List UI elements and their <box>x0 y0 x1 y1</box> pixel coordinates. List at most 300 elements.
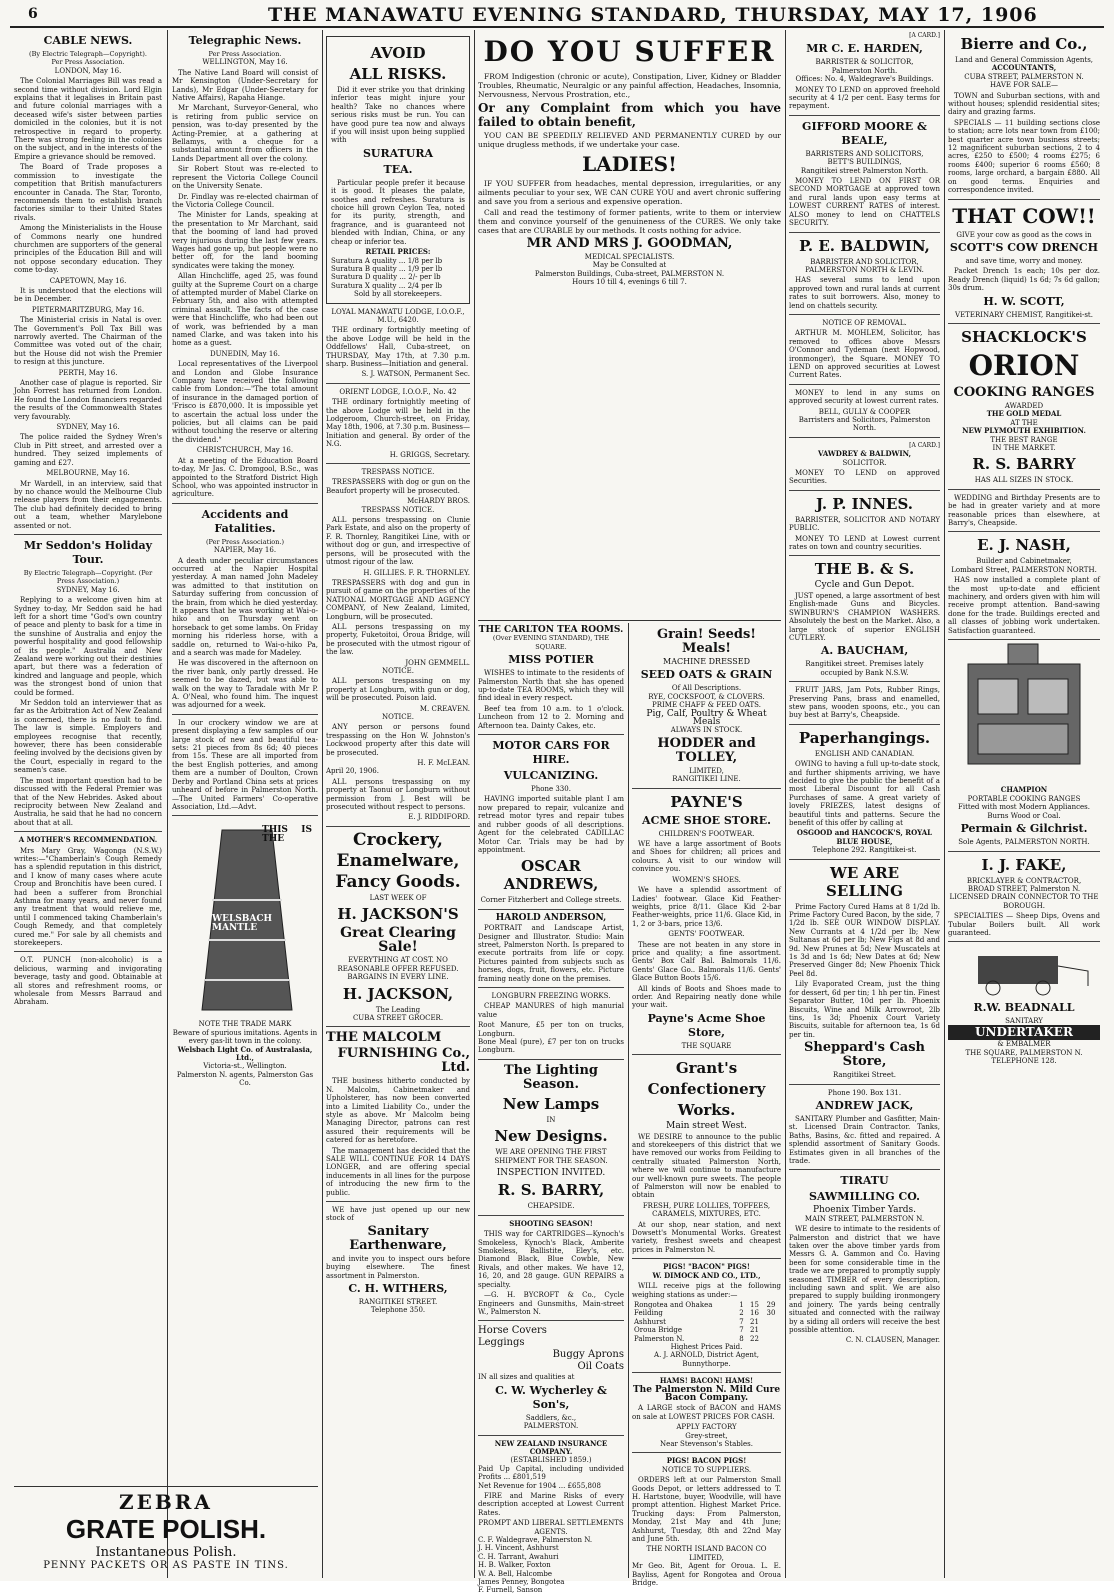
ad-text: PROMPT AND LIBERAL SETTLEMENTS <box>478 1519 624 1528</box>
wycherley-name: C. W. Wycherley & Son's, <box>495 1383 607 1411</box>
divider <box>632 1054 781 1055</box>
masthead-title: THE MANAWATU EVENING STANDARD, THURSDAY, MAY 17, 1906 <box>268 4 1038 26</box>
mantle-label: WELSBACH MANTLE <box>212 914 273 933</box>
dateline: CAPETOWN, May 16. <box>49 276 127 285</box>
ad-text: Beware of spurious imitations. Agents in every gas-lit town in the colony. <box>172 1028 318 1046</box>
dateline: LONDON, May 16. <box>54 66 122 75</box>
ad-text: WISHES to intimate to the residents of Palmerston North that she has opened up-to-date TEA ROOMS, which they will find ideal in every respect. <box>478 669 624 703</box>
station-cell: Ashhurst <box>634 1317 666 1326</box>
grants-heading: Works. <box>677 1101 736 1120</box>
fake-name: I. J. FAKE, <box>981 855 1067 874</box>
ad-text: Grey-street, <box>685 1431 728 1440</box>
divider <box>478 987 624 988</box>
byline: Per Press Association. <box>51 58 125 67</box>
signature: M. CREAVEN. <box>419 704 470 713</box>
suratura-name: TEA. <box>383 162 413 176</box>
agent-line: J. H. Vincent, Ashhurst <box>478 1544 559 1553</box>
article-paragraph: The most important question had to be discussed with the Federal Premier was that of the New Hebrides. Asked about reciprocity between New Zealand and Australia, he said that he had no concern about that at all. <box>14 776 162 827</box>
hodder-name: HODDER and TOLLEY, <box>657 735 756 765</box>
column-rule <box>944 30 945 1578</box>
notice-text: ALL persons trespassing on my property, Fuketoitoi, Oroua Bridge, will be prosecuted with the utmost rigour of the law. <box>326 622 470 657</box>
ad-text: CUBA STREET, PALMERSTON N. <box>964 72 1084 81</box>
ad-text: SANITARY <box>1005 1016 1043 1025</box>
divider <box>948 851 1100 852</box>
notice-text: THE ordinary fortnightly meeting of the above Lodge will be held in the Lodgeroom, Church-street, on Friday, May 18th, 1906, at 7.30 p.m. Business—Initiation and general. By order of the N.G. <box>326 398 470 449</box>
carlton-heading: THE CARLTON TEA ROOMS. <box>478 625 624 635</box>
ad-text: FRUIT JARS, Jam Pots, Rubber Rings, Preserving Pans, brass and enamelled, stew pans, wooden spoons, etc., you can buy best at Barry's, Cheapside. <box>789 686 940 720</box>
agent-line: F. Furnell, Sanson <box>478 1586 543 1595</box>
station-cell: Palmerston N. <box>634 1334 685 1343</box>
article-paragraph: A death under peculiar circumstances occurred at the Napier Hospital yesterday. A man named John Madeley was admitted to that institution on Saturday suffering from concussion of the brain, from which he died yesterday. It appears that he was working at Wai-o-hiko and on Thursday went on horseback to get some lambs. On Friday morning his riderless horse, with a saddle on, returned to Wai-o-hiko Pa, and a search was made for Madeley. <box>172 556 318 657</box>
ad-text: Paid Up Capital, including undivided Profits ... £801,519 <box>478 1464 624 1482</box>
divider <box>632 1372 781 1373</box>
ad-text: Sold by all storekeepers. <box>354 290 442 299</box>
malcolm-heading: FURNISHING Co., Ltd. <box>337 1046 470 1076</box>
article-paragraph: At a meeting of the Education Board to-day, Mr Jas. C. Dromgool, B.Sc., was appointed to the Stratford District High School, who was appointed instructor in agriculture. <box>172 456 318 499</box>
signature: E. J. RIDDIFORD. <box>408 813 470 822</box>
withers-name: C. H. WITHERS, <box>348 1282 448 1296</box>
ad-text: WEDDING and Birthday Presents are to be had in greater variety and at more reasonable prices than elsewhere, at Barry's, Cheapside. <box>948 493 1100 527</box>
jackson-name: H. JACKSON'S <box>337 905 459 924</box>
ad-text: Of All Descriptions. <box>671 684 742 693</box>
station-cell: 21 <box>750 1317 759 1326</box>
notice-heading: ORIENT LODGE, I.O.O.F., No. 42 <box>339 387 457 396</box>
ad-text: THIS way for CARTRIDGES—Kynoch's Smokeless, Kynoch's Black, Amberite Smokeless, Ballistite, Eley's, etc. Diamond Black, Blue Cowble, New Rivals, and other makes. We have 12, 16, 20, and 28 gauge. GUN REPAIRS a specialty. <box>478 1230 624 1289</box>
article-paragraph: He was discovered in the afternoon on the river bank, only partly dressed. He seemed to be dazed, but was able to walk on the way to Taradale with Mr P. A. O'Neal, who found him. The inquest was adjourned for a week. <box>172 659 318 710</box>
article-paragraph: Allan Hinchcliffe, aged 25, was found guilty at the Supreme Court on a charge of attempted murder of Mabel Clarke on February 5th, and also with attempted criminal assault. The facts of the case were that Hinchcliffe, who had been out of work, was befriended by a man named Clarke, and was taken into his home as a guest. <box>172 272 318 348</box>
lamps-line: New Designs. <box>494 1127 608 1146</box>
ad-text: Barristers and Solicitors, Palmerston North. <box>798 416 931 433</box>
retail-heading: RETAIL PRICES: <box>365 247 431 257</box>
ad-text: Fitted with most Modern Appliances. <box>958 803 1090 812</box>
horse-line: Oil Coats <box>577 1361 624 1373</box>
ad-text: LICENSED DRAIN CONNECTOR TO THE BOROUGH. <box>949 893 1099 910</box>
column-5 <box>632 626 781 1588</box>
ad-text: (Over EVENING STANDARD), THE SQUARE. <box>492 634 610 651</box>
jackson-heading: Crockery, <box>353 829 443 850</box>
byline: (By Electric Telegraph—Copyright). <box>29 50 147 58</box>
divider <box>326 1026 470 1027</box>
ad-text: Telephone 350. <box>370 1306 426 1315</box>
divider <box>789 232 940 233</box>
goodman-advert <box>478 32 781 617</box>
lamps-line: New Lamps <box>502 1094 600 1113</box>
divider <box>14 951 162 952</box>
paynes-heading: PAYNE'S <box>670 792 743 811</box>
mildcure-name: The Palmerston N. Mild Cure Bacon Company. <box>632 1384 781 1403</box>
divider <box>14 1486 318 1487</box>
article-paragraph: O.T. PUNCH (non-alcoholic) is a delicious, warming and invigorating beverage, tasty and good. Obtainable at all stores and refreshment rooms, or wholesale from Messrs Barraud and Abraham. <box>14 956 162 1007</box>
ad-text: CHEAP MANURES of high manurial value <box>478 1002 624 1019</box>
divider <box>948 323 1100 324</box>
price-line: Suratura A quality ... 1/8 per lb <box>331 256 443 265</box>
signature: C. N. CLAUSEN, Manager. <box>845 1336 940 1345</box>
ad-text: Packet Drench 1s each; 10s per doz. Ready Drench (liquid) 1s 6d; 7s 6d gallon; 30s drum. <box>948 267 1100 293</box>
ad-text: WILL receive pigs at the following weighing stations as under:— <box>632 1282 781 1299</box>
ad-text: GIVE your cow as good as the cows in <box>956 230 1092 239</box>
notice-text: ALL persons trespassing on Clunie Park Estate, and also on the property of F. R. Thornley, Rangitikei Line, with or without dog or gun, and irrespective of persons, will be prosecuted with the utmost rigour of the law. <box>326 516 470 567</box>
ad-text: Near Stevenson's Stables. <box>660 1440 753 1448</box>
ad-text: YOU CAN BE SPEEDILY RELIEVED AND PERMANENTLY CURED by our unique drugless methods, if we undertake your case. <box>478 131 781 149</box>
dateline: WELLINGTON, May 16. <box>202 58 288 67</box>
table-row <box>632 1335 781 1343</box>
ad-text: Phoenix Timber Yards. <box>812 1205 917 1216</box>
article-paragraph: The Colonial Marriages Bill was read a second time without division. Lord Elgin explains that it legalises in Britain past and future colonial marriages with a deceased wife's sister between parties domiciled in the colonies, but it is not retrospective in regard to property. There was strong feeling in the colonies on the subject, and in the interests of the Empire a grievance should be removed. <box>14 77 162 161</box>
dateline: PIETERMARITZBURG, May 16. <box>31 305 145 314</box>
ad-text: A LARGE stock of BACON and HAMS on sale at LOWEST PRICES FOR CASH. <box>632 1404 781 1421</box>
article-paragraph: Mrs Mary Gray, Wagonga (N.S.W.) writes:—"Chamberlain's Cough Remedy has a splendid reputation in this district, and I know of many cases where acute Croup and Bronchitis have been cured. I had been a sufferer from Bronchial Asthma for many years, and never found any treatment that would relieve me, until I commenced taking Chamberlain's Cough Remedy, and that completely cured me." For sale by all chemists and storekeepers. <box>14 846 162 947</box>
ad-text: Rangitikei street. Premises lately occupied by Bank N.S.W. <box>805 660 924 677</box>
bierre-name: Bierre and Co., <box>960 35 1088 53</box>
station-cell: 15 <box>750 1300 759 1309</box>
ad-text: AWARDED <box>1004 401 1044 410</box>
grain-heading: Grain! Seeds! Meals! <box>656 627 757 656</box>
horse-line: Leggings <box>478 1337 525 1349</box>
ad-text: MONEY TO LEND on approved Securities. <box>789 469 940 486</box>
divider <box>948 489 1100 490</box>
divider <box>789 1169 940 1170</box>
ad-text: CHEAPSIDE. <box>527 1202 575 1211</box>
shooting-heading: SHOOTING SEASON! <box>509 1218 593 1228</box>
dateline: PERTH, May 16. <box>58 368 118 377</box>
jack-name: ANDREW JACK, <box>815 1098 914 1112</box>
champion-heading: CHAMPION <box>1000 785 1048 795</box>
dateline: NAPIER, May 16. <box>213 546 277 555</box>
divider <box>172 714 318 715</box>
ad-text: Main street West. <box>666 1121 747 1132</box>
agents-heading: AGENTS. <box>534 1527 568 1536</box>
station-cell: Rongotea and Ohakea <box>634 1300 713 1309</box>
tiratu-name: TIRATU <box>840 1174 889 1188</box>
column-rule <box>628 623 629 1578</box>
ad-text: OWING to having a full up-to-date stock, and further shipments arriving, we have decided to give the public the benefit of a most Liberal Discount for all Cash Purchases of same. A great variety of lovely FRIEZES, latest designs of beautiful tints and patterns. Secure the benefit of this offer by calling at <box>789 760 940 827</box>
ad-text: MONEY TO LEND ON FIRST OR SECOND MORTGAGE at approved town and rural lands upon easy terms at LOWEST CURRENT RATES of interest. ALSO money to lend on CHATTELS SECURITY. <box>789 177 940 228</box>
masthead <box>10 4 1104 28</box>
suratura-advert <box>326 36 470 304</box>
removal-heading: NOTICE OF REMOVAL. <box>822 318 907 327</box>
suratura-name: SURATURA <box>362 146 434 160</box>
divider <box>478 909 624 910</box>
ad-text: Land and General Commission Agents, <box>954 56 1094 64</box>
seedoats-line: SEED OATS & GRAIN <box>640 668 773 682</box>
article-paragraph: The Native Land Board will consist of Mr Kensington (Under-Secretary for Lands), Mr Edgar (Under-Secretary for Native Affairs), Rapaha Hiange. <box>172 68 318 103</box>
ad-text: All kinds of Boots and Shoes made to order. And Repairing neatly done while your wait. <box>632 984 781 1010</box>
ad-text: HAVING imported suitable plant I am now prepared to repair, vulcanize and retread motor tyres and repair tubes and rubber goods of all descriptions. Agent for the celebrated CADILLAC Motor Car. Trials may be had by appointment. <box>478 795 624 854</box>
notice-date: April 20, 1906. <box>326 767 379 776</box>
ad-text: Beef tea from 10 a.m. to 1 o'clock. Luncheon from 12 to 2. Morning and Afternoon tea. Dainty Cakes, etc. <box>478 704 624 730</box>
ad-text: BARRISTER, SOLICITOR AND NOTARY PUBLIC. <box>789 515 940 533</box>
ad-text: SOLICITOR. <box>842 458 887 467</box>
article-paragraph: Dr. Findlay was re-elected chairman of the Victoria College Council. <box>172 192 318 209</box>
clearing-sale: Great Clearing Sale! <box>340 925 456 956</box>
agent-line: H. B. Walker, Foxton <box>478 1561 551 1570</box>
ad-text: EVERYTHING AT COST. NO REASONABLE OFFER REFUSED. <box>337 956 459 973</box>
notice-text: ALL persons trespassing on my property at Taonui or Longburn without permission from J. Best will be prosecuted without respect to persons. <box>326 777 470 812</box>
barry-name: R. S. BARRY <box>972 455 1076 474</box>
complaint-line: Or any Complaint from which you have failed to obtain benefit, <box>478 101 781 129</box>
ad-text: JUST opened, a large assortment of best English-made Guns and Bicycles. SWINBURN'S CHAMPION WASHERS. Absolutely the best on the Market. Also, a large stock of superior ENGLISH CUTLERY. <box>789 591 940 642</box>
divider <box>326 826 470 827</box>
lighting-heading: The Lighting Season. <box>503 1062 599 1092</box>
ad-text: Prime Factory Cured Hams at 8 1/2d lb. Prime Factory Cured Bacon, by the side, 7 1/2d lb. SEE OUR WINDOW DISPLAY. New Currants at 4 1/2d per lb; New Sultanas at 6d per lb; New Figs at 8d and 9d. New Prunes at 5d; New Muscatels at 1s 3d and 1s 6d; New Dates at 6d; New Preserved Ginger 8d; New Phoenix Thick Peel 8d. <box>789 902 940 978</box>
agent-line: C. F. Waldegrave, Palmerston N. <box>478 1536 593 1544</box>
cooking-line: COOKING RANGES <box>953 384 1095 400</box>
ad-text: THE BEST RANGE <box>990 435 1058 444</box>
ad-text: Saddlers, &c., <box>525 1413 577 1422</box>
station-cell <box>764 1335 781 1343</box>
signature: JOHN GEMMELL. <box>405 658 470 667</box>
acme-heading: ACME SHOE STORE. <box>642 813 771 827</box>
divider <box>478 620 781 621</box>
agent-line: W. A. Bell, Halcombe <box>478 1569 553 1578</box>
ad-text: IN THE MARKET. <box>992 443 1056 452</box>
harden-name: MR C. E. HARDEN, <box>806 42 923 56</box>
divider <box>14 534 162 535</box>
ad-text: Telephone 292. Rangitikei-st. <box>812 846 917 855</box>
table-row <box>632 1326 781 1334</box>
notice-text: TRESPASSERS with dog and gun in pursuit of game on the properties of the NATIONAL MORTGAGE AND AGENCY COMPANY, of New Zealand, Limited, Longburn, will be prosecuted. <box>326 578 470 621</box>
station-cell: 2 <box>739 1309 744 1318</box>
ad-text: APPLY FACTORY <box>676 1423 737 1432</box>
mother-heading: A MOTHER'S RECOMMENDATION. <box>18 835 158 845</box>
divider <box>632 788 781 789</box>
baldwin-name: P. E. BALDWIN, <box>799 236 930 255</box>
grants-heading: Grant's <box>675 1059 738 1078</box>
ad-text: LIMITED, <box>689 766 724 775</box>
ad-text: THE SQUARE, PALMERSTON N. <box>965 1048 1083 1057</box>
article-paragraph: Mr Marchant, Surveyor-General, who is retiring from public service on pension, was to-day presented by the Acting-Premier, at a gathering at Bellamys, with a cheque for a substantial amount from officers in the Lands Department all over the colony. <box>172 104 318 163</box>
notice-text: ALL persons trespassing on my property at Longburn, with gun or dog, will be prosecuted. Poison laid. <box>326 677 470 703</box>
divider <box>632 1452 781 1453</box>
zebra-line: Instantaneous Polish. <box>95 1545 237 1560</box>
ad-text: Phone 330. <box>531 785 571 794</box>
section-heading: CHILDREN'S FOOTWEAR. <box>658 829 755 838</box>
ad-text: HAS several sums to lend upon approved town and rural lands at current rates to suit borrowers. Also, money to lend on chattels security. <box>789 276 940 310</box>
ad-text: BARRISTERS AND SOLICITORS, <box>805 149 924 158</box>
oscar-name: OSCAR ANDREWS, <box>503 857 599 894</box>
column-telegraphic-news <box>172 32 318 1487</box>
ad-text: PRIME CHAFF & FEED OATS. <box>652 701 761 710</box>
divider <box>789 384 940 385</box>
signature: McHARDY BROS. <box>407 497 470 506</box>
ad-text: RANGITIKEI STREET. <box>358 1298 438 1307</box>
article-paragraph: The police raided the Sydney Wren's Club in Pitt street, and arrested over a hundred. They seized implements of gaming and £27. <box>14 433 162 467</box>
ad-text: At our shop, near station, and next Dowsett's Monumental Works. Greatest variety, freshest sweets and cheapest prices in Palmerston N. <box>632 1220 781 1254</box>
agent-line: James Penney, Bongotea <box>478 1578 565 1587</box>
divider <box>14 831 162 832</box>
station-cell: 21 <box>750 1326 759 1335</box>
ad-text: Corner Fitzherbert and College streets. <box>480 896 622 905</box>
malcolm-heading: THE MALCOLM <box>326 1030 442 1046</box>
paper-heading: Paperhangings. <box>798 728 931 747</box>
ad-text: Palmerston North. <box>831 66 898 75</box>
ad-text: Did it ever strike you that drinking inferior teas might injure your health? Take no chances where serious risks must be run. You can have good pure tea now and always if you will insist upon being supplied with <box>331 86 465 145</box>
divider <box>789 681 940 682</box>
notice-heading: NOTICE. <box>382 666 414 675</box>
station-cell: Feilding <box>634 1309 663 1318</box>
ad-text: INSPECTION INVITED. <box>496 1168 606 1179</box>
ad-text: VETERINARY CHEMIST, Rangitikei-st. <box>955 310 1093 319</box>
ladies-heading: LADIES! <box>582 152 677 176</box>
dateline: SYDNEY, May 16. <box>56 585 120 594</box>
price-line: Suratura X quality ... 2/4 per lb <box>331 281 443 290</box>
price-line: Suratura D quality ... 2/- per lb <box>331 273 441 282</box>
ad-text: Particular people prefer it because it is good. It pleases the palate, soothes and refreshes. Suratura is choice hill grown Ceylon Tea, noted for its purity, strength, and fragrance, and is guaranteed not blended with Indian, China, or any cheap or inferior tea. <box>331 178 465 246</box>
gifford-name: GIFFORD MOORE & BEALE, <box>802 119 927 147</box>
byline: Per Press Association. <box>208 50 282 58</box>
pigsbacon-heading: PIGS! BACON PIGS! <box>666 1456 747 1466</box>
dateline: CHRISTCHURCH, May 16. <box>196 446 294 455</box>
station-cell: 22 <box>750 1334 759 1343</box>
section-heading: WOMEN'S SHOES. <box>672 875 741 884</box>
station-cell: Oroua Bridge <box>634 1326 683 1335</box>
ad-text: Bone Meal (pure), £7 per ton on trucks Longburn. <box>478 1038 624 1055</box>
suffer-heading: DO YOU SUFFER <box>483 35 776 68</box>
agent-line: C. H. Tarrant, Awahuri <box>478 1552 559 1561</box>
ad-text: A. J. ARNOLD, District Agent, Bunnythorpe. <box>654 1351 759 1368</box>
article-paragraph: Among the Ministerialists in the House of Commons nearly one hundred churchmen are supporters of the general principles of the Education Bill and will not oppose secondary education. They come to-day. <box>14 224 162 275</box>
divider <box>789 490 940 491</box>
divider <box>789 437 940 438</box>
osgood-name: OSGOOD and HANCOCK'S, ROYAL BLUE HOUSE, <box>796 828 933 846</box>
cable-news-heading: CABLE NEWS. <box>43 34 133 47</box>
ad-text: Builder and Cabinetmaker, <box>976 557 1072 566</box>
this-is-label: THIS IS THE <box>262 825 312 844</box>
ad-text: HAVE FOR SALE— <box>990 81 1058 90</box>
bell-name: BELL, GULLY & COOPER <box>818 407 911 416</box>
ad-text: MEDICAL SPECIALISTS. <box>584 253 675 261</box>
ad-text: Victoria-st., Wellington. <box>203 1062 287 1071</box>
ad-text: WE ARE OPENING THE FIRST SHIPMENT FOR THE SEASON. <box>494 1148 608 1165</box>
station-cell: 16 <box>750 1309 759 1318</box>
ad-text: Lombard Street, PALMERSTON NORTH. <box>951 565 1097 574</box>
ad-text: MONEY to lend in any sums on approved security at lowest current rates. <box>789 388 940 406</box>
ad-text: WE DESIRE to announce to the public and storekeepers of this district that we have removed our works from Feilding to centrally situated Palmerston North, where we will continue to manufacture our well-known pure sweets. The people of Palmerston will now be enabled to obtain <box>632 1132 781 1200</box>
article-paragraph: In our crockery window we are at present displaying a few samples of our large stock of new and beautiful tea-sets: 21 pieces from 8s 6d; 40 pieces from 15s. These are all imported from the best English potteries, and among them are a number of Doulton, Crown Derby and Portland China sets at prices unheard of before in Palmerston North.—The United Farmers' Co-operative Association, Ltd.—Advt. <box>172 718 318 811</box>
notice-text: ANY person or persons found trespassing on the Hon W. Johnston's Lockwood property after this date will be prosecuted. <box>326 723 470 757</box>
ad-text: Pig, Calf, Poultry & Wheat Meals <box>646 708 767 728</box>
ad-text: BARRISTER AND SOLICITOR, PALMERSTON NORTH & LEVIN. <box>805 257 924 274</box>
ad-text: NOTICE TO SUPPLIERS. <box>661 1465 752 1474</box>
article-paragraph: Mr Wardell, in an interview, said that by no chance would the Melbourne Club release players from their engagements. The club had definitely decided to bring out a team, whether Marylebone assented or not. <box>14 479 162 530</box>
motor-heading: MOTOR CARS FOR HIRE. <box>492 739 610 767</box>
horse-line: Buggy Aprons <box>552 1349 624 1361</box>
notice-text: THE ordinary fortnightly meeting of the above Lodge will be held in the Oddfellows' Hall, Cuba-street, on THURSDAY, May 17th, at 7.30 p.m. sharp. Business—Initiation and general. <box>326 326 470 368</box>
divider <box>948 639 1100 640</box>
ad-text: FIRE and Marine Risks of every description accepted at Lowest Current Rates. <box>478 1491 624 1517</box>
ad-text: Lily Evaporated Cream, just the thing for dessert, 6d per tin; 1 hh per tin. Finest Separator Butter, 10d per lb. Phoenix Biscuits, Wine and Milk Arrowroot, 2lb tins, 1s 3d; Phoenix Court Variety Biscuits, suitable for afternoon tea, 1s 6d per tin. <box>789 980 940 1039</box>
ad-text: THE NORTH ISLAND BACON CO LIMITED, <box>646 1545 767 1562</box>
article-paragraph: The Ministerial crisis in Natal is over. The Government's Poll Tax Bill was narrowly averted. The Chairman of the Committee was voted out of the chair, but the House did not wish the Premier to resign at this juncture. <box>14 316 162 367</box>
hams-heading: HAMS! BACON! HAMS! <box>659 1376 754 1386</box>
ad-text: Rangitikei street Palmerston North. <box>800 166 929 175</box>
ad-text: Hours 10 till 4, evenings 6 till 7. <box>572 278 687 287</box>
column-cable-news <box>14 32 162 1487</box>
ad-text: PORTABLE COOKING RANGES <box>967 794 1081 803</box>
divider <box>478 1215 624 1216</box>
ad-text: ORDERS left at our Palmerston Small Goods Depot, or letters addressed to T. H. Hartstone, buyer, Woodville, will have prompt attention. Highest Market Price. Trucking days: From Palmerston, Monday, 21st May and 4th June; Ashhurst, Tuesday, 8th and 22nd May and June 5th. <box>632 1476 781 1544</box>
ad-text: HAS ALL SIZES IN STOCK. <box>974 476 1074 485</box>
trade-mark-note: NOTE THE TRADE MARK <box>198 1020 292 1029</box>
divider <box>478 1059 624 1060</box>
ad-text: ENGLISH AND CANADIAN. <box>814 749 915 758</box>
ad-text: FRESH, PURE LOLLIES, TOFFEES, CARAMELS, MIXTURES, ETC. <box>642 1201 771 1219</box>
article-paragraph: The Minister for Lands, speaking at the presentation to Mr Marchant, said that the booming of land had proved very injurious during the last few years. Wages had gone up, but people were no better off, for the land booming syndicates were taking the money. <box>172 211 318 270</box>
ad-text: Root Manure, £5 per ton on trucks, Longburn. <box>478 1021 624 1038</box>
divider <box>172 503 318 504</box>
horse-line: Horse Covers <box>478 1325 547 1337</box>
undertaker-banner: UNDERTAKER <box>948 1025 1100 1040</box>
card-label: [A CARD.] <box>909 441 940 449</box>
divider <box>478 1320 624 1321</box>
ad-text: and invite you to inspect ours before buying elsewhere. The finest assortment in Palmerston. <box>326 1254 470 1280</box>
station-cell: 30 <box>766 1309 776 1318</box>
ad-text: TELEPHONE 128. <box>991 1056 1057 1065</box>
ad-text: Offices: No. 4, Waldegrave's Buildings. <box>795 75 934 84</box>
notice-heading: TRESPASS NOTICE. <box>361 505 435 514</box>
station-cell: 8 <box>739 1334 744 1343</box>
ad-text: BRICKLAYER & CONTRACTOR, <box>966 876 1082 885</box>
article-paragraph: Local representatives of the Liverpool and London and Globe Insurance Company have received the following cable from London:—"The total amount of insurance in the damaged portion of 'Frisco is £870,000. It is impossible yet to ascertain the actual loss under the policies, but all claims can be paid without touching the reserve or altering the dividend." <box>172 360 318 444</box>
ad-text: Mr Geo. Bit, Agent for Oroua. L. E. Bayliss, Agent for Rongotea and Oroua Bridge. <box>632 1562 781 1588</box>
table-row <box>632 1301 781 1309</box>
column-6 <box>789 32 940 1577</box>
article-paragraph: Sir Robert Stout was re-elected to represent the Victoria College Council on the University Senate. <box>172 165 318 191</box>
dimock-name: W. DIMOCK AND CO., LTD., <box>652 1270 761 1280</box>
ad-text: PORTRAIT and Landscape Artist, Designer and Illustrator. Studio: Main street, Palmerston North. Is prepared to execute portraits from life or copy. Pictures painted from subjects such as horses, dogs, fruit, flowers, etc. Picture framing neatly done on the premises. <box>478 924 624 983</box>
divider <box>326 463 470 464</box>
hw-scott-name: H. W. SCOTT, <box>983 294 1065 308</box>
divider <box>326 1201 470 1202</box>
article-paragraph: The Board of Trade proposes a commission to investigate the competition that British manufacturers encounter in Canada. The Star, Toronto, recommends them to establish branch factories similar to their United States rivals. <box>14 163 162 222</box>
byline: (Per Press Association.) <box>206 537 284 546</box>
selling-heading: WE ARE SELLING <box>826 863 903 900</box>
accidents-heading: Accidents and Fatalities. <box>201 507 289 535</box>
column-4 <box>478 625 624 1595</box>
ad-text: May be Consulted at <box>592 261 667 270</box>
ad-text: BARRISTER & SOLICITOR, <box>815 58 914 67</box>
zebra-advert <box>14 1490 318 1575</box>
notice-heading: NOTICE. <box>382 713 414 721</box>
ad-text: THE GOLD MEDAL <box>986 409 1062 419</box>
ad-text: PALMERSTON. <box>523 1422 579 1431</box>
zebra-title: ZEBRA <box>119 1490 213 1514</box>
notice-heading: LOYAL MANAWATU LODGE, I.O.O.F., M.U., 6420. <box>331 307 465 324</box>
welsbach-advert <box>172 820 318 1020</box>
bands-heading: THE B. & S. <box>814 560 915 579</box>
station-cell: 7 <box>739 1317 744 1326</box>
harold-name: HAROLD ANDERSON, <box>495 912 607 923</box>
ad-text: BETT'S BUILDINGS, <box>827 158 902 167</box>
signature: H. GILLIES. F. R. THORNLEY. <box>363 568 470 577</box>
shacklock-heading: SHACKLOCK'S <box>961 327 1087 346</box>
ad-text: IF YOU SUFFER from headaches, mental depression, irregularities, or any ailments peculiar to your sex, WE CAN CURE YOU and avert chronic suffering and save you from a serious and expensive operation. <box>478 179 781 206</box>
divider <box>948 941 1100 942</box>
ad-heading: AVOID <box>370 44 426 62</box>
price-line: Suratura B quality ... 1/9 per lb <box>331 264 443 273</box>
goodman-name: MR AND MRS J. GOODMAN, <box>526 236 733 251</box>
column-rule <box>785 30 786 1578</box>
signature: H. F. McLEAN. <box>417 759 470 768</box>
ad-text: Phone 190. Box 131. <box>827 1088 902 1097</box>
ad-text: MONEY TO LEND on approved freehold security at 4 1/2 per cent. Easy terms for repayment. <box>789 85 940 111</box>
ad-text: HAS now installed a complete plant of the most up-to-date and efficient machinery, and orders given with him will receive prompt attention. Band-sawing done for the trade. Buildings erected and all classes of jobbing work undertaken. Satisfaction guaranteed. <box>948 576 1100 635</box>
telegraphic-heading: Telegraphic News. <box>188 34 302 47</box>
sheppard-name: Sheppard's Cash Store, <box>803 1040 926 1070</box>
article-paragraph: Another case of plague is reported. Sir John Forrest has returned from London. He found the London financiers regarded the results of the Commonwealth States very favourably. <box>14 379 162 421</box>
station-cell <box>764 1326 781 1334</box>
column-rule <box>322 30 323 1578</box>
